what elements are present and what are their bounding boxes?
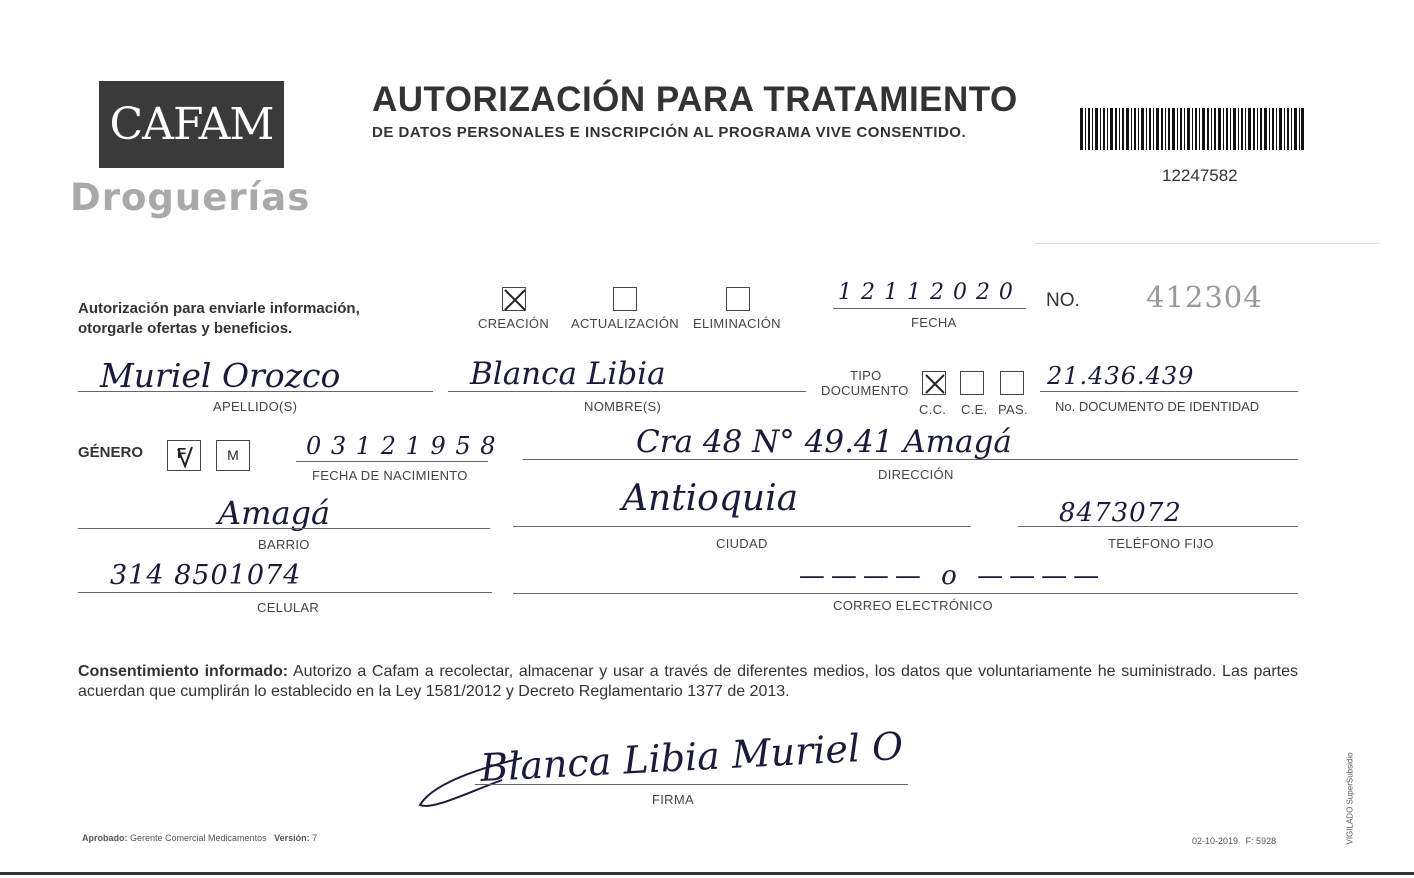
cc-label: C.C. [919, 402, 947, 417]
tipo-documento-label-1: TIPO [850, 368, 882, 383]
version-value: 7 [312, 833, 318, 843]
check-mark-icon [168, 441, 202, 472]
celular-value[interactable]: 314 8501074 [110, 560, 302, 591]
ce-checkbox[interactable] [960, 371, 984, 395]
telefono-line [1018, 526, 1298, 527]
version-label: Versión: [274, 833, 310, 843]
date-code: 02-10-2019 [1192, 836, 1239, 846]
apellidos-value[interactable]: Muriel Orozco [100, 356, 341, 395]
telefono-value[interactable]: 8473072 [1059, 498, 1182, 528]
aprobado-label: Aprobado: [82, 833, 128, 843]
nombres-line [448, 391, 806, 392]
aprobado-value: Gerente Comercial Medicamentos [130, 833, 267, 843]
nombres-label: NOMBRE(S) [584, 399, 662, 414]
signature-label: FIRMA [652, 792, 694, 807]
cafam-logo [99, 81, 284, 168]
creacion-label: CREACIÓN [478, 316, 550, 331]
fecha-nacimiento-line [296, 461, 488, 462]
eliminacion-checkbox[interactable] [726, 287, 750, 311]
logo-subtitle: Droguerías [70, 176, 311, 219]
barrio-value[interactable]: Amagá [218, 494, 331, 532]
eliminacion-label: ELIMINACIÓN [693, 316, 781, 331]
form-number: 412304 [1146, 280, 1263, 314]
creacion-checkbox[interactable] [502, 287, 526, 311]
actualizacion-checkbox[interactable] [613, 287, 637, 311]
signature-flourish [412, 750, 542, 820]
footer-approval [82, 833, 317, 843]
signature-value[interactable]: Blanca Libia Muriel O [479, 723, 905, 791]
barrio-line [78, 528, 490, 529]
consent-text: Autorizo a Cafam a recolectar, almacenar y usar a través de diferentes medios, los datos que voluntariamente he suministrado. Las partes acuerdan que cumplirán lo establecido en la Ley 1581/2012 y Decreto Reglamentario 1377 de 2013. [78, 663, 1299, 700]
form-title: AUTORIZACIÓN PARA TRATAMIENTO [372, 80, 1018, 119]
consent-heading: Consentimiento informado: [78, 663, 289, 680]
telefono-label: TELÉFONO FIJO [1108, 536, 1214, 551]
correo-value[interactable]: ———— o ———— [798, 561, 1106, 591]
celular-label: CELULAR [257, 600, 320, 615]
apellidos-line [78, 391, 433, 392]
ce-label: C.E. [961, 402, 988, 417]
genero-f-checkbox[interactable] [167, 440, 201, 471]
barcode-number: 12247582 [1162, 166, 1238, 185]
authorization-label-2: otorgarle ofertas y beneficios. [78, 320, 293, 337]
bottom-edge [0, 872, 1414, 875]
vigilado-side-text: VIGILADO SuperSubsidio [1345, 752, 1355, 845]
fecha-nacimiento-value[interactable]: 0 3 1 2 1 9 5 8 [306, 432, 497, 460]
genero-f-label: F [177, 445, 187, 462]
barrio-label: BARRIO [258, 537, 310, 552]
direccion-label: DIRECCIÓN [878, 467, 954, 482]
celular-line [78, 592, 492, 593]
pas-label: PAS. [998, 402, 1028, 417]
nombres-value[interactable]: Blanca Libia [470, 356, 666, 392]
tipo-documento-label-2: DOCUMENTO [821, 383, 909, 398]
genero-m-label: M [227, 447, 239, 463]
ciudad-label: CIUDAD [716, 536, 768, 551]
direccion-line [523, 459, 1298, 460]
barcode-image [1080, 108, 1304, 150]
documento-label: No. DOCUMENTO DE IDENTIDAD [1055, 399, 1260, 414]
fecha-value[interactable]: 1 2 1 1 2 0 2 0 [838, 280, 1014, 305]
genero-m-checkbox[interactable] [216, 440, 250, 471]
check-x-icon [503, 288, 527, 312]
cc-checkbox[interactable] [922, 371, 946, 395]
form-subtitle: DE DATOS PERSONALES E INSCRIPCIÓN AL PROGRAMA VIVE CONSENTIDO. [372, 124, 967, 141]
direccion-value[interactable]: Cra 48 N° 49.41 Amagá [636, 424, 1012, 460]
apellidos-label: APELLIDO(S) [213, 399, 298, 414]
fecha-nacimiento-label: FECHA DE NACIMIENTO [312, 468, 468, 483]
no-label: NO. [1046, 290, 1080, 311]
pas-checkbox[interactable] [1000, 371, 1024, 395]
consent-paragraph [78, 662, 1298, 702]
correo-label: CORREO ELECTRÓNICO [833, 598, 993, 613]
genero-label: GÉNERO [78, 444, 144, 461]
header-divider [1035, 243, 1380, 244]
documento-value[interactable]: 21.436.439 [1047, 362, 1195, 390]
documento-line [1040, 391, 1298, 392]
footer-codes [1192, 836, 1276, 846]
ciudad-value[interactable]: Antioquia [622, 478, 799, 519]
check-x-icon [923, 372, 947, 396]
form-code: F: 5928 [1245, 836, 1277, 846]
correo-line [513, 593, 1298, 594]
authorization-label-1: Autorización para enviarle información, [78, 300, 360, 317]
fecha-line [833, 308, 1026, 309]
ciudad-line [513, 526, 971, 527]
logo-text: CAFAM [109, 99, 274, 150]
signature-line [475, 784, 908, 785]
actualizacion-label: ACTUALIZACIÓN [571, 316, 679, 331]
fecha-label: FECHA [911, 315, 957, 330]
